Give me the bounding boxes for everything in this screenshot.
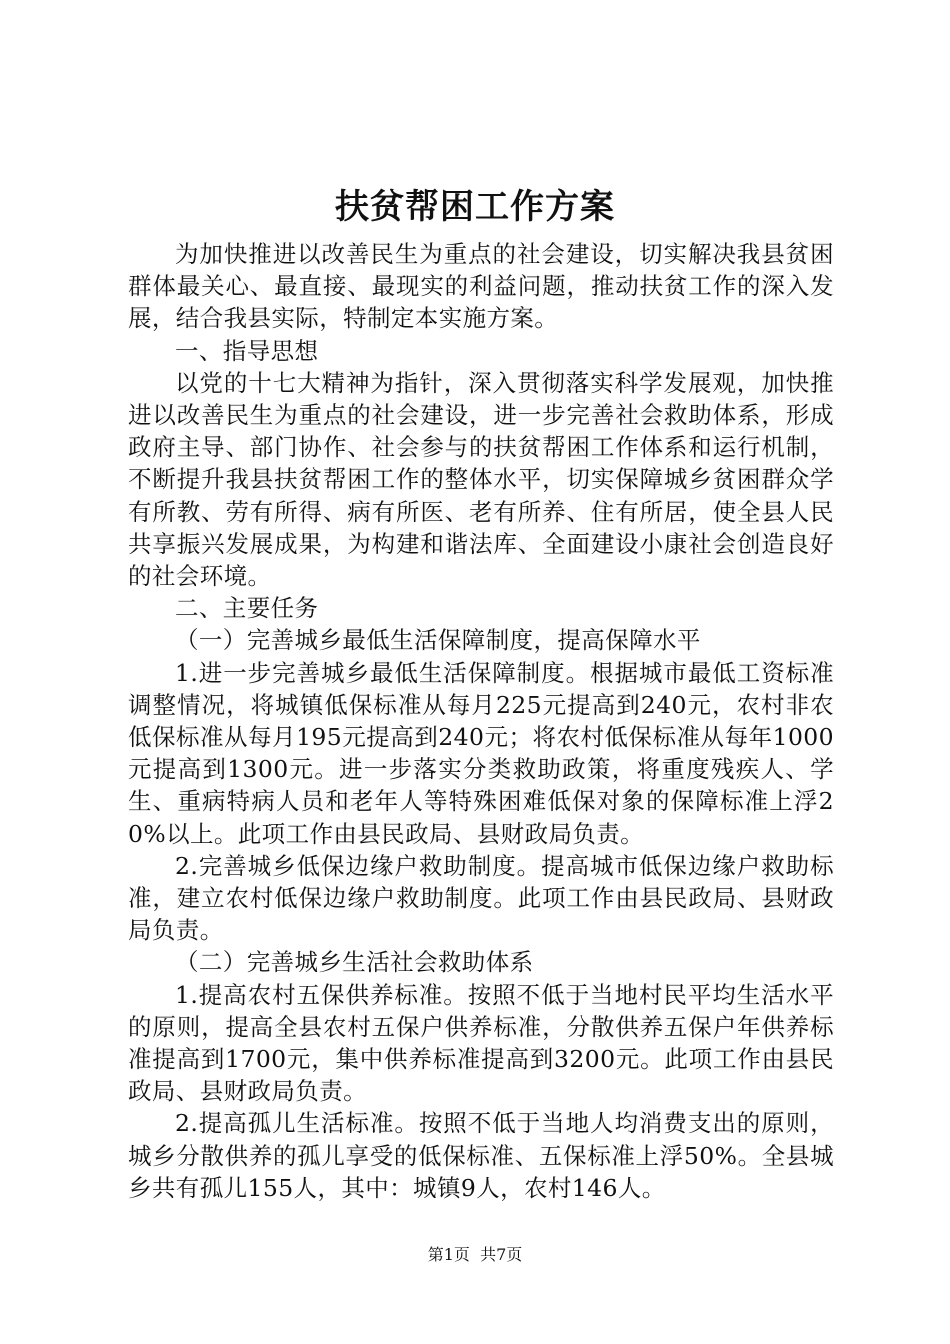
page-footer: [0, 1244, 950, 1266]
task-paragraph-1-1: 1.进一步完善城乡最低生活保障制度。根据城市最低工资标准调整情况，将城镇低保标准从每月225元提高到240元，农村非农低保标准从每月195元提高到240元；将农村低保标准从每年1000元提高到1300元。进一步落实分类救助政策，将重度残疾人、学生、重病特病人员和老年人等特殊困难低保对象的保障标准上浮20%以上。此项工作由县民政局、县财政局负责。: [128, 658, 834, 848]
page-number: 第1页: [427, 1245, 470, 1264]
subsection-heading-1: （一）完善城乡最低生活保障制度，提高保障水平: [175, 626, 701, 655]
task-paragraph-1-2: 2.完善城乡低保边缘户救助制度。提高城市低保边缘户救助标准，建立农村低保边缘户救助制度。此项工作由县民政局、县财政局负责。: [128, 851, 834, 945]
section-heading-main-tasks: 二、主要任务: [175, 594, 319, 623]
intro-paragraph: 为加快推进以改善民生为重点的社会建设，切实解决我县贫困群体最关心、最直接、最现实的利益问题，推动扶贫工作的深入发展，结合我县实际，特制定本实施方案。: [128, 240, 834, 333]
document-title: 扶贫帮困工作方案: [335, 187, 615, 227]
task-paragraph-2-1: 1.提高农村五保供养标准。按照不低于当地村民平均生活水平的原则，提高全县农村五保户供养标准，分散供养五保户年供养标准提高到1700元，集中供养标准提高到3200元。此项工作由县民政局、县财政局负责。: [128, 980, 834, 1106]
task-paragraph-2-2: 2.提高孤儿生活标准。按照不低于当地人均消费支出的原则，城乡分散供养的孤儿享受的低保标准、五保标准上浮50%。全县城乡共有孤儿155人，其中：城镇9人，农村146人。: [128, 1109, 834, 1202]
page-total: 共7页: [480, 1245, 523, 1264]
guiding-ideology-paragraph: 以党的十七大精神为指针，深入贯彻落实科学发展观，加快推进以改善民生为重点的社会建设，进一步完善社会救助体系，形成政府主导、部门协作、社会参与的扶贫帮困工作体系和运行机制，不断提升我县扶贫帮困工作的整体水平，切实保障城乡贫困群众学有所教、劳有所得、病有所医、老有所养、住有所居，使全县人民共享振兴发展成果，为构建和谐法库、全面建设小康社会创造良好的社会环境。: [128, 368, 834, 591]
subsection-heading-2: （二）完善城乡生活社会救助体系: [175, 948, 534, 977]
section-heading-guiding-ideology: 一、指导思想: [175, 336, 319, 365]
document-body: [128, 238, 834, 1204]
